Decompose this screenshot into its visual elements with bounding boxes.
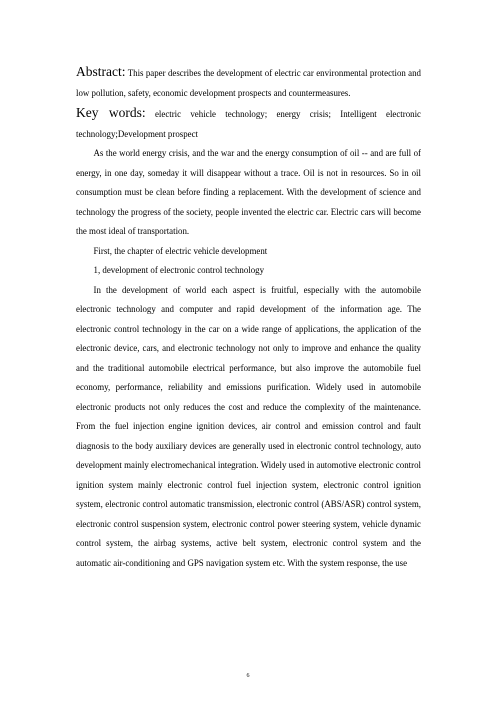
abstract xyxy=(76,62,421,103)
document-page xyxy=(76,62,421,573)
abstract-label: Abstract: xyxy=(76,64,126,79)
section-heading: 1, development of electronic control technology xyxy=(93,265,265,276)
abstract-text: This paper describes the development of electric car environmental protection and low pollution, safety, economic development prospects and countermeasures. xyxy=(76,68,421,98)
chapter-heading: First, the chapter of electric vehicle development xyxy=(93,245,268,256)
page-number: 6 xyxy=(246,673,250,679)
body-paragraph: In the development of world each aspect is fruitful, especially with the automobile electronic technology and computer and rapid development of the information age. The electronic control technology in the car on a wide range of applications, the application of the electronic device, cars, and electronic technology not only to improve and enhance the quality and the traditional automobile electrical performance, but also improve the automobile fuel economy, performance, reliability and emissions purification. Widely used in automobile electronic products not only reduces the cost and reduce the complexity of the maintenance. From the fuel injection engine ignition devices, air control and emission control and fault diagnosis to the body auxiliary devices are generally used in electronic control technology, auto development mainly electromechanical integration. Widely used in automotive electronic control ignition system mainly electronic control fuel injection system, electronic control ignition system, electronic control automatic transmission, electronic control (ABS/ASR) control system, electronic control suspension system, electronic control power steering system, vehicle dynamic control system, the airbag systems, active belt system, electronic control system and the automatic air-conditioning and GPS navigation system etc. With the system response, the use xyxy=(76,284,421,568)
keywords-text: electric vehicle technology; energy crisis; Intelligent electronic technology;Development prospect xyxy=(76,109,421,139)
keywords xyxy=(76,103,421,144)
intro-paragraph: As the world energy crisis, and the war and the energy consumption of oil -- and are full of energy, in one day, someday it will disappear without a trace. Oil is not in resources. So in oil consumption must be clean before finding a replacement. With the development of science and technology the progress of the society, people invented the electric car. Electric cars will become the most ideal of transportation. xyxy=(76,148,421,237)
keywords-label: Key words: xyxy=(76,105,146,121)
